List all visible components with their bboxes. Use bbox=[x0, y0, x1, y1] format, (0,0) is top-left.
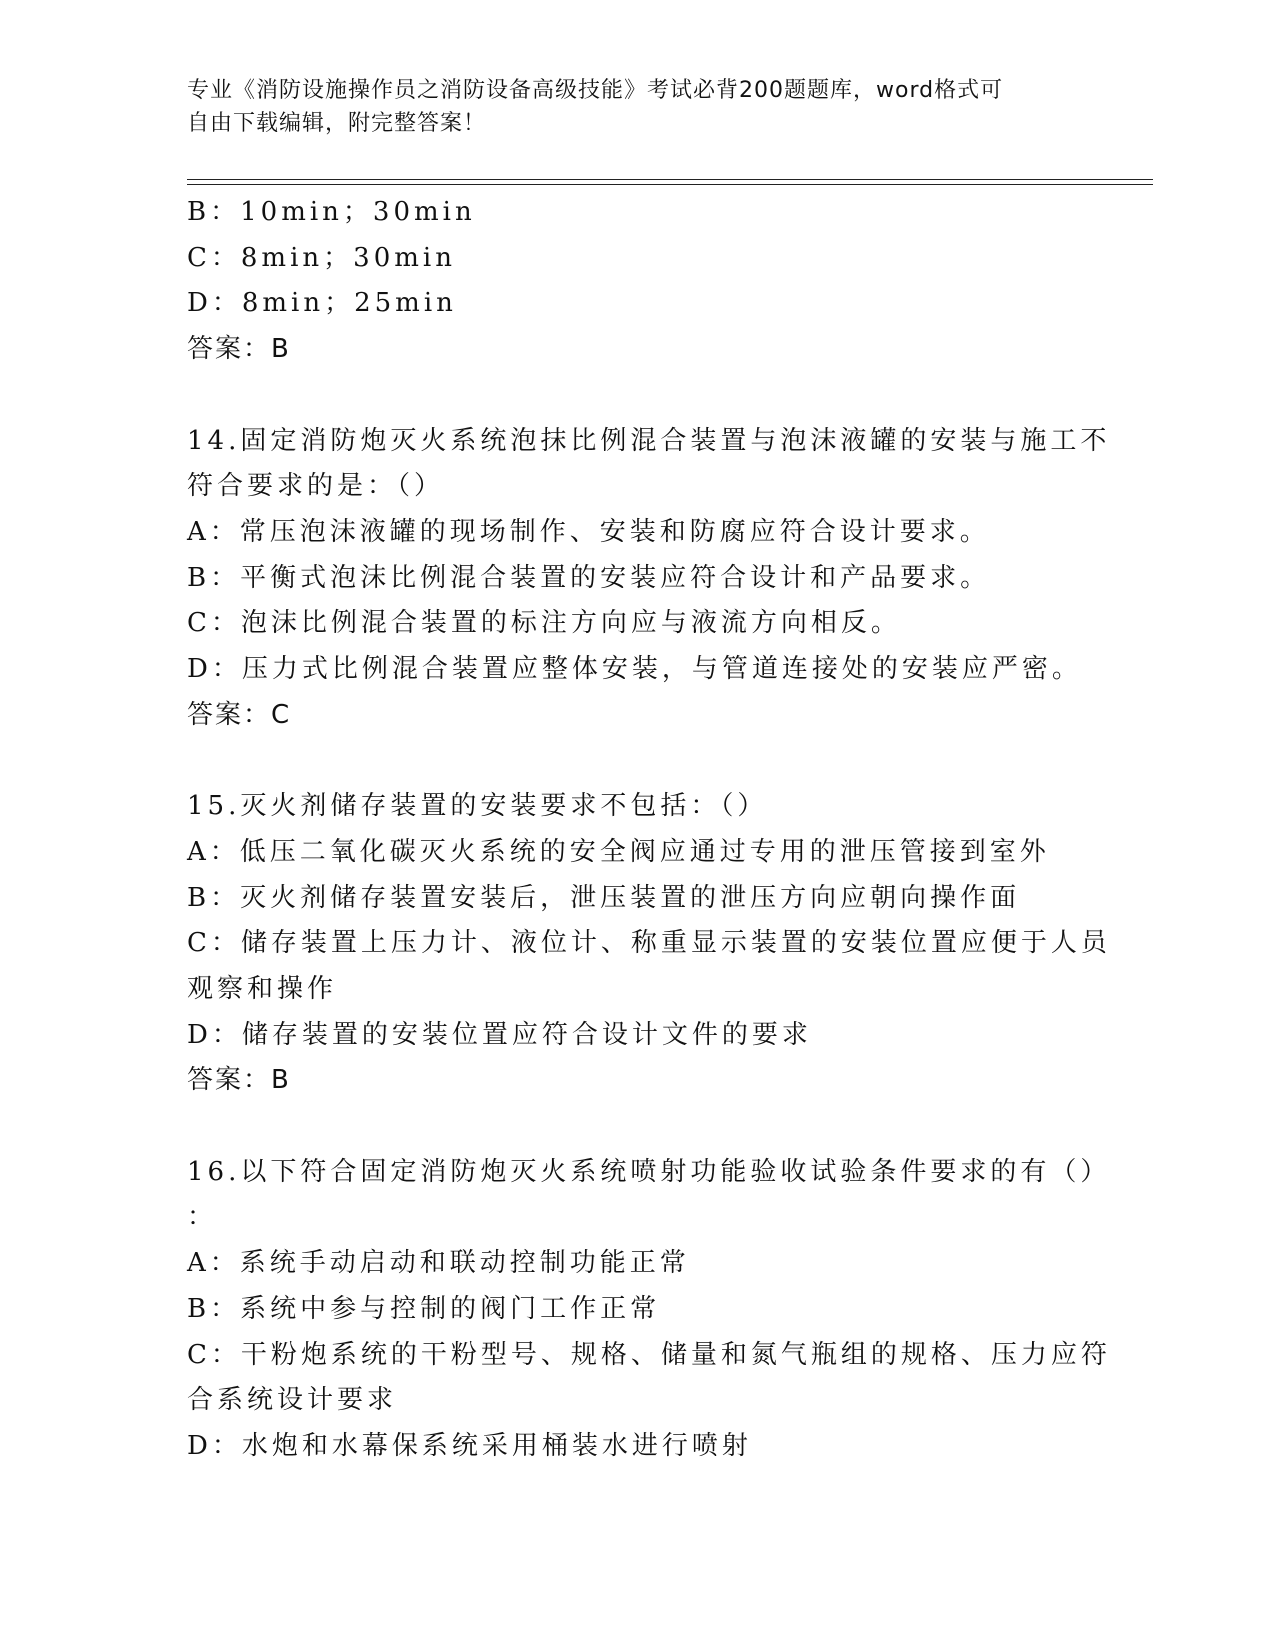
question-15 bbox=[187, 784, 1111, 1104]
question-16 bbox=[187, 1150, 1111, 1470]
q14-answer: 答案：C bbox=[187, 699, 292, 730]
q15-answer: 答案：B bbox=[187, 1065, 291, 1096]
q15-option-c-line-1: C：储存装置上压力计、液位计、称重显示装置的安装位置应便于人员 bbox=[187, 928, 1111, 959]
spacer bbox=[187, 373, 1087, 419]
q15-option-b: B：灭火剂储存装置安装后，泄压装置的泄压方向应朝向操作面 bbox=[187, 882, 1021, 913]
q13-option-b: B：10min；30min bbox=[187, 197, 476, 227]
q14-option-d: D：压力式比例混合装置应整体安装，与管道连接处的安装应严密。 bbox=[187, 654, 1082, 685]
header-title-line-1: 专业《消防设施操作员之消防设备高级技能》考试必背200题题库，word格式可 bbox=[187, 78, 1004, 103]
q16-option-c-line-2: 合系统设计要求 bbox=[187, 1385, 398, 1416]
q16-stem-line-2: ： bbox=[187, 1202, 218, 1233]
question-13-tail bbox=[187, 190, 1087, 373]
q16-option-d: D：水炮和水幕保系统采用桶装水进行喷射 bbox=[187, 1430, 752, 1461]
spacer bbox=[187, 1104, 1087, 1150]
q15-stem: 15.灭火剂储存装置的安装要求不包括：（） bbox=[187, 791, 768, 822]
q16-option-a: A：系统手动启动和联动控制功能正常 bbox=[187, 1248, 690, 1279]
q15-option-d: D：储存装置的安装位置应符合设计文件的要求 bbox=[187, 1019, 812, 1050]
q16-stem-line-1: 16.以下符合固定消防炮灭火系统喷射功能验收试验条件要求的有（） bbox=[187, 1156, 1111, 1187]
q15-option-c-line-2: 观察和操作 bbox=[187, 973, 338, 1004]
q13-answer: 答案：B bbox=[187, 334, 291, 365]
q14-option-c: C：泡沫比例混合装置的标注方向应与液流方向相反。 bbox=[187, 608, 901, 639]
q13-option-d: D：8min；25min bbox=[187, 288, 457, 319]
q16-option-c-line-1: C：干粉炮系统的干粉型号、规格、储量和氮气瓶组的规格、压力应符 bbox=[187, 1339, 1111, 1370]
header-divider-bottom bbox=[187, 184, 1153, 185]
spacer bbox=[187, 738, 1087, 784]
q15-option-a: A：低压二氧化碳灭火系统的安全阀应通过专用的泄压管接到室外 bbox=[187, 836, 1050, 867]
q13-option-c: C：8min；30min bbox=[187, 242, 456, 273]
page-header bbox=[187, 74, 1087, 140]
document-body bbox=[187, 190, 1111, 1470]
question-14 bbox=[187, 419, 1111, 739]
q14-stem-line-2: 符合要求的是：（） bbox=[187, 471, 445, 502]
q14-option-b: B：平衡式泡沫比例混合装置的安装应符合设计和产品要求。 bbox=[187, 562, 991, 593]
q14-stem-line-1: 14.固定消防炮灭火系统泡抹比例混合装置与泡沫液罐的安装与施工不 bbox=[187, 425, 1111, 456]
q14-option-a: A：常压泡沫液罐的现场制作、安装和防腐应符合设计要求。 bbox=[187, 516, 990, 547]
q16-option-b: B：系统中参与控制的阀门工作正常 bbox=[187, 1293, 661, 1324]
header-divider-top bbox=[187, 179, 1153, 180]
header-title-line-2: 自由下载编辑，附完整答案！ bbox=[187, 111, 487, 136]
